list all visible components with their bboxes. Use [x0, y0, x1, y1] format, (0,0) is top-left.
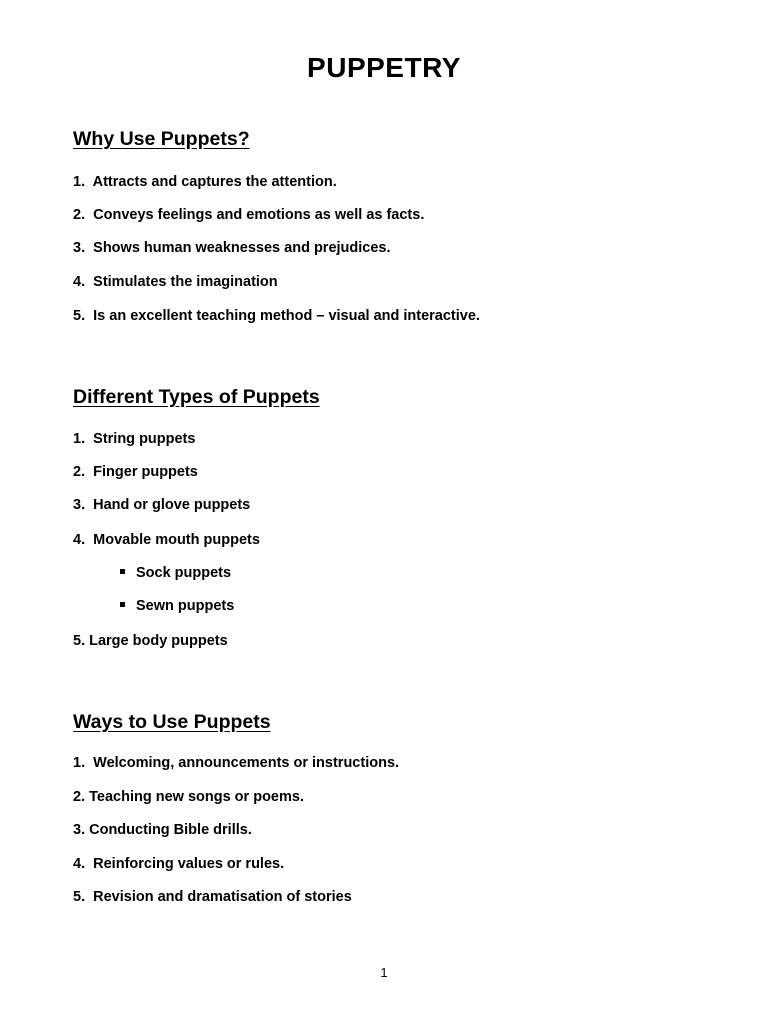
section-heading-types-of-puppets: Different Types of Puppets: [73, 386, 320, 408]
list-item: 2. Conveys feelings and emotions as well as facts.: [73, 207, 425, 223]
section-heading-why-use-puppets: Why Use Puppets?: [73, 128, 250, 150]
sub-list-item-label: Sewn puppets: [136, 598, 235, 614]
list-item: 1. Attracts and captures the attention.: [73, 174, 337, 190]
list-item: 3. Conducting Bible drills.: [73, 822, 252, 838]
sub-list-item: [120, 598, 234, 614]
list-item: 4. Reinforcing values or rules.: [73, 856, 285, 872]
sub-list-item: [120, 565, 231, 581]
page-title: PUPPETRY: [307, 52, 461, 83]
list-item: 5. Large body puppets: [73, 633, 228, 649]
list-item: 4. Movable mouth puppets: [73, 532, 260, 548]
list-item: 3. Hand or glove puppets: [73, 497, 251, 513]
list-item: 2. Finger puppets: [73, 464, 198, 480]
list-item: 5. Revision and dramatisation of stories: [73, 889, 352, 905]
bullet-icon: [120, 569, 125, 574]
list-item: 4. Stimulates the imagination: [73, 274, 278, 290]
section-heading-ways-to-use-puppets: Ways to Use Puppets: [73, 711, 271, 733]
list-item: 2. Teaching new songs or poems.: [73, 789, 304, 805]
list-item: 1. String puppets: [73, 431, 196, 447]
sub-list-item-label: Sock puppets: [136, 565, 232, 581]
list-item: 1. Welcoming, announcements or instructions.: [73, 755, 400, 771]
list-item: 3. Shows human weaknesses and prejudices.: [73, 240, 391, 256]
bullet-icon: [120, 602, 125, 607]
page-number: 1: [380, 965, 388, 980]
list-item: 5. Is an excellent teaching method – visual and interactive.: [73, 308, 480, 324]
